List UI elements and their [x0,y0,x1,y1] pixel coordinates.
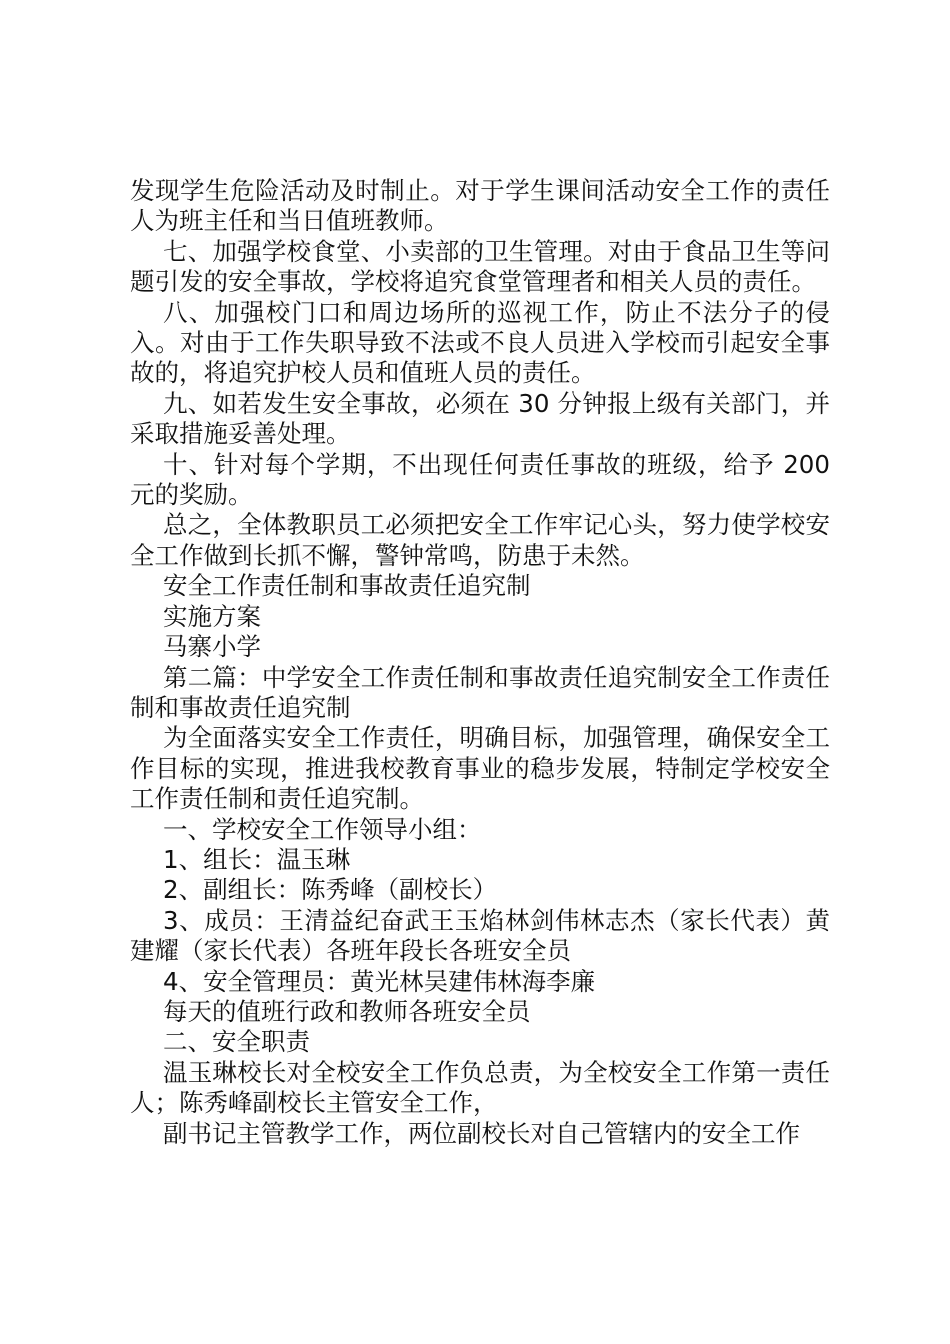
document-body [130,176,830,1149]
paragraph-principal-duty: 温玉琳校长对全校安全工作负总责，为全校安全工作第一责任人；陈秀峰副校长主管安全工作， [130,1057,830,1118]
paragraph-item-7: 七、加强学校食堂、小卖部的卫生管理。对由于食品卫生等问题引发的安全事故，学校将追究食堂管理者和相关人员的责任。 [130,236,830,297]
heading-title: 安全工作责任制和事故责任追究制 [163,571,531,601]
list-item-safety-managers: 4、安全管理员：黄光林吴建伟林海李廉 [163,966,596,996]
list-heading-duties: 二、安全职责 [163,1027,310,1057]
list-heading-leadership: 一、学校安全工作领导小组： [163,814,482,844]
school-name: 马寨小学 [163,632,261,662]
list-item-leader: 1、组长：温玉琳 [163,844,351,874]
paragraph-item-8: 八、加强校门口和周边场所的巡视工作，防止不法分子的侵入。对由于工作失职导致不法或不良人员进入学校而引起安全事故的，将追究护校人员和值班人员的责任。 [130,297,830,388]
section-heading-part-two: 第二篇：中学安全工作责任制和事故责任追究制安全工作责任制和事故责任追究制 [130,662,830,722]
paragraph-item-9: 九、如若发生安全事故，必须在 30 分钟报上级有关部门，并采取措施妥善处理。 [130,388,830,449]
list-item-members: 3、成员：王清益纪奋武王玉焰林剑伟林志杰（家长代表）黄建耀（家长代表）各班年段长各班安全员 [130,905,830,966]
paragraph-summary: 总之，全体教职员工必须把安全工作牢记心头，努力使学校安全工作做到长抓不懈，警钟常鸣，防患于未然。 [130,510,830,570]
list-item-deputy-leader: 2、副组长：陈秀峰（副校长） [163,875,498,905]
paragraph-deputy-duty: 副书记主管教学工作，两位副校长对自己管辖内的安全工作 [163,1118,800,1148]
paragraph-continuation: 发现学生危险活动及时制止。对于学生课间活动安全工作的责任人为班主任和当日值班教师。 [130,176,830,236]
paragraph-item-10: 十、针对每个学期，不出现任何责任事故的班级，给予 200 元的奖励。 [130,449,830,510]
list-item-daily-duty: 每天的值班行政和教师各班安全员 [163,996,531,1026]
paragraph-intro: 为全面落实安全工作责任，明确目标，加强管理，确保安全工作目标的实现，推进我校教育事业的稳步发展，特制定学校安全工作责任制和责任追究制。 [130,723,830,814]
heading-subtitle: 实施方案 [163,601,261,631]
